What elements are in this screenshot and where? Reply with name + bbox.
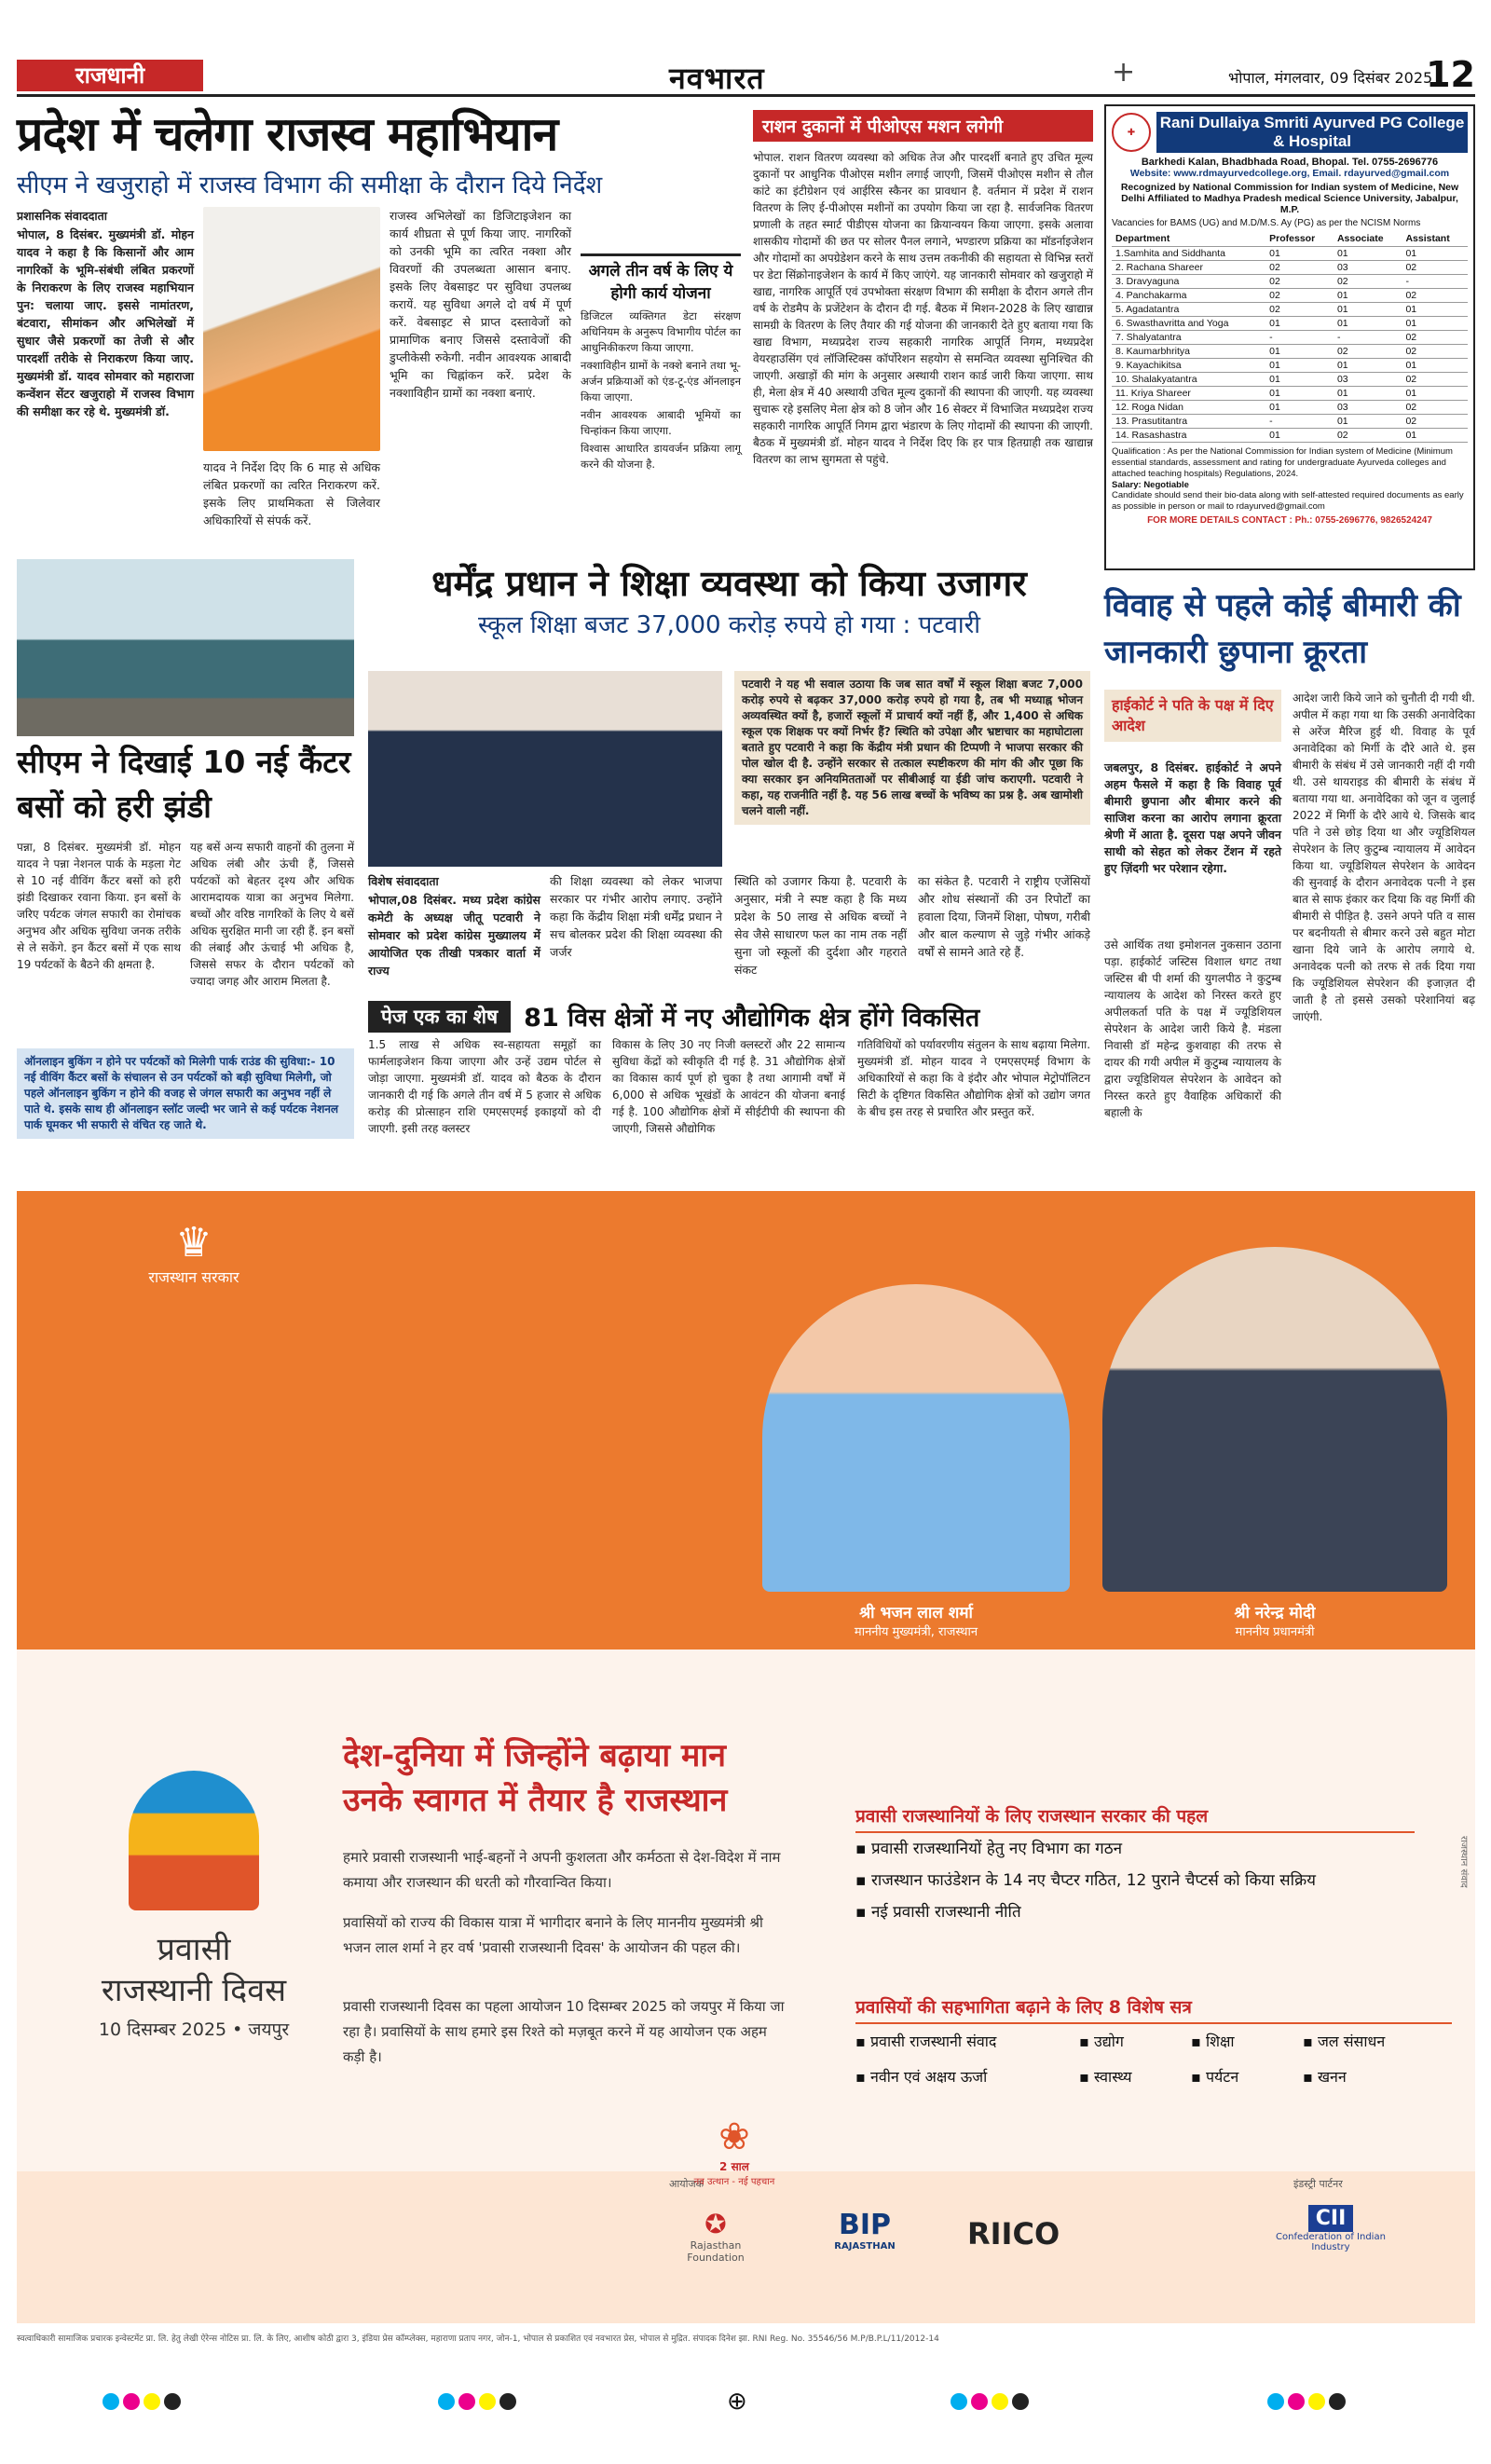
cm-photo: [203, 207, 380, 451]
table-cell: 2. Rachana Shareer: [1112, 260, 1265, 274]
initiative-text: राजस्थान फाउंडेशन के 14 नए चैप्टर गठित, 12 पुराने चैप्टर्स को किया सक्रिय: [870, 1871, 1316, 1890]
table-cell: 02: [1402, 400, 1468, 414]
table-cell: 3. Dravyaguna: [1112, 274, 1265, 288]
column-3: राजस्व अभिलेखों का डिजिटाइजेशन का कार्य शीघ्रता से पूर्ण किया जाए. नागरिकों को उनकी भूमि का त्वरित नक्शा और विवरणों की उपलब्धता आसान बनाए. इसके लिए वेबसाइट पर सुविधा उपलब्ध करायें. यह सुविधा अगले दो वर्ष में पूर्ण करें. वेबसाइट से प्राप्त दस्तावेजों को प्रामाणिक बनाए जिससे दस्तावेजों की डुप्लीकेसी रुकेगी. नवीन आवश्यक आबादी भूमि का चिह्नांकन करें. प्रदेश के नक्शाविहीन ग्रामों का नक्शा बनाएं.: [390, 209, 571, 400]
vacancy-note: Vacancies for BAMS (UG) and M.D/M.S. Ay (PG) as per the NCISM Norms: [1112, 218, 1421, 228]
cm-label: [762, 1601, 1070, 1639]
column-2: यादव ने निर्देश दिए कि 6 माह से अधिक लंबित प्रकरणों का त्वरित निराकरण करें. इसके लिए प्राथमिकता से जिलेवार अधिकारियों से संपर्क करें.: [203, 460, 380, 527]
table-cell: 02: [1402, 260, 1468, 274]
bip-logo: [818, 2209, 911, 2252]
cm-portrait: [762, 1284, 1070, 1592]
table-cell: 5. Agadatantra: [1112, 302, 1265, 316]
session-item: ▪ जल संसाधन: [1303, 2033, 1386, 2050]
black-dot: [1012, 2393, 1029, 2410]
cii-logo: [1275, 2205, 1387, 2252]
event-name-2: राजस्थानी दिवस: [101, 1972, 287, 2009]
session-item: ▪ उद्योग: [1079, 2033, 1124, 2050]
pm-label: [1102, 1601, 1447, 1639]
quote-box: ऑनलाइन बुकिंग न होने पर पर्यटकों को मिलेगी पार्क राउंड की सुविधा:- 10 नई वीविंग कैंटर बसों के संचालन से उन पर्यटकों को बड़ी सुविधा मिलेगी, जो पहले ऑनलाइन बुकिंग न होने की वजह से जंगल सफारी का अनुभव नहीं ले पाते थे. इसके साथ ही ऑनलाइन स्लॉट जल्दी भर जाने से कई पर्यटक नेशनल पार्क घूमकर भी सफारी से वंचित रह जाते थे.: [17, 1048, 354, 1139]
table-row: [1112, 386, 1468, 400]
table-row: [1112, 330, 1468, 344]
col-header: Professor: [1265, 232, 1334, 246]
table-row: [1112, 316, 1468, 330]
lotus-icon: ❀: [718, 2115, 750, 2158]
box-item: डिजिटल व्यक्तिगत डेटा संरक्षण अधिनियम के अनुरूप विभागीय पोर्टल का आधुनिकीकरण किया जाएगा.: [581, 309, 741, 354]
session-item: ▪ स्वास्थ्य: [1079, 2068, 1132, 2086]
table-cell: 02: [1334, 274, 1402, 288]
magenta-dot: [1288, 2393, 1305, 2410]
headline: विवाह से पहले कोई बीमारी की जानकारी छुपाना क्रूरता: [1104, 587, 1461, 671]
headline: राशन दुकानों में पीओएस मशन लगेगी: [753, 110, 1093, 142]
story-canter-buses: [17, 559, 354, 1170]
table-cell: 01: [1265, 372, 1334, 386]
table-cell: 03: [1334, 400, 1402, 414]
ad-para-2: प्रवासियों को राज्य की विकास यात्रा में भागीदार बनाने के लिए माननीय मुख्यमंत्री श्री भजन लाल शर्मा ने हर वर्ष 'प्रवासी राजस्थानी दिवस' के आयोजन की पहल की।: [343, 1914, 763, 1956]
headline: 81 विस क्षेत्रों में नए औद्योगिक क्षेत्र होंगे विकसित: [524, 1004, 980, 1033]
table-cell: 01: [1402, 386, 1468, 400]
table-cell: 01: [1402, 428, 1468, 442]
caption-title: विशेष संवाददाता: [368, 874, 439, 888]
newspaper-brand: नवभारत: [669, 61, 765, 96]
table-cell: 02: [1402, 344, 1468, 358]
sessions: [855, 1994, 1452, 2095]
table-cell: 02: [1265, 288, 1334, 302]
box-item: नक्शाविहीन ग्रामों के नक्शे बनाने तथा भू-अर्जन प्रक्रियाओं को एंड-टू-एंड ऑनलाइन किया जाएगा.: [581, 359, 741, 404]
table-cell: 01: [1334, 316, 1402, 330]
pm-portrait: [1102, 1247, 1447, 1592]
session-text: नवीन एवं अक्षय ऊर्जा: [869, 2068, 988, 2086]
body: भोपाल. राशन वितरण व्यवस्था को अधिक तेज और पारदर्शी बनाते हुए उचित मूल्य दुकानों पर आधुनिक पीओएस मशीन लगाई जाएगी, जिसमें पीओएस मशीन से तौल कांटे का इंटीग्रेशन एवं आईरिस स्कैनर का प्रावधान है. वर्तमान में प्रदेश में राशन वितरण के लिए ई-पीओएस मशीनों का उपयोग किया जा रहा है. सार्वजनिक वितरण प्रणाली के तहत स्मार्ट पीडीएस योजना का क्रियान्वयन किया जाएगा. इसके अलावा शासकीय गोदामों की छत पर सोलर पैनल लगाने, भण्डारण प्रक्रिया का मॉडर्नाइजेशन और गोदामों का अपग्रेडेशन करने के साथ उत्तम तकनीकी की सहायता से विभिन्न स्तरों पर डेटा सिंक्रोनाइजेशन के कार्य में किए जाएंगे. यह जानकारी सोमवार को खजुराहो में खाद्य, नागरिक आपूर्ति एवं उपभोक्ता संरक्षण विभाग की समीक्षा के दौरान अगले तीन वर्ष के रोडमैप के प्रजेंटेशन के दौरान दी गई. बैठक में मिशन-2028 के लिए खाद्यान्न सामग्री के वितरण के लिए तैयार की गई योजना की जानकारी देते हुए बताया गया कि खाद्य विभाग, मध्यप्रदेश राज्य सहकारी नागरिक आपूर्ति निगम, मध्यप्रदेश वेयरहाउसिंग एवं लॉजिस्टिक्स कॉर्पोरेशन सहयोग से समन्वित व्यवस्था सुनिश्चित की जाएगी. अखाड़ों की मांग के अनुसार अस्थायी राशन कार्ड जारी किया जाएगा. साथ ही, मेला क्षेत्र में 40 अस्थायी उचित मूल्य दुकानों की स्थापना की जाएगी. यह व्यवस्था सुचारू रहे इसलिए मेला क्षेत्र को 8 जोन और 16 सेक्टर में विभाजित मध्यप्रदेश राज्य सहकारी नागरिक आपूर्ति निगम द्वारा भंडारण के लिए गोदामों की स्थापना की जाएगी. बैठक में मुख्यमंत्री डॉ. मोहन यादव ने निर्देश दिए कि हर पात्र हितग्राही तक खाद्यान्न वितरण का लाभ सुगमता से पहुंचे.: [753, 151, 1093, 466]
column-2: की शिक्षा व्यवस्था को लेकर भाजपा सरकार पर गंभीर आरोप लगाए. उन्होंने कहा कि केंद्रीय शिक्षा मंत्री धर्मेंद्र प्रधान ने सच बोलकर प्रदेश की शिक्षा व्यवस्था की जर्जर: [550, 874, 722, 959]
table-cell: -: [1265, 414, 1334, 428]
table-cell: 13. Prasutitantra: [1112, 414, 1265, 428]
table-row: [1112, 428, 1468, 442]
yellow-dot: [992, 2393, 1008, 2410]
event-name-1: प्रवासी: [157, 1931, 231, 1968]
imprint: स्वत्वाधिकारी सामाजिक प्रचारक इन्वेस्टमेंट प्रा. लि. हेतु लेखी ऐरेन्स नोटिस प्रा. लि. के लिए, आशीष कोठी द्वारा 3, इंडिया प्रेस कॉम्प्लेक्स, महाराणा प्रताप नगर, जोन-1, भोपाल से प्रकाशित एवं नवभारत प्रेस, भोपाल से मुद्रित. संपादक दिनेश झा. RNI Reg. No. 35546/56 M.P/B.P.L/11/2012-14: [17, 2334, 939, 2344]
table-cell: 02: [1334, 344, 1402, 358]
headline: धर्मेंद्र प्रधान ने शिक्षा व्यवस्था को किया उजागर: [431, 563, 1027, 604]
anniv-sub: नव उत्थान - नई पहचान: [693, 2177, 775, 2187]
column-1: भोपाल, 8 दिसंबर. मुख्यमंत्री डॉ. मोहन यादव ने कहा है कि किसानों और आम नागरिकों के भूमि-संबंधी लंबित प्रकरणों के निराकरण के लिए राजस्व महाभियान पुन: चलाया जाए. इससे नामांतरण, बंटवारा, सीमांकन और अभिलेखों में सुधार जैसे प्रकरणों का तेजी से और पारदर्शी तरीके से निराकरण किया जाए. मुख्यमंत्री डॉ. यादव सोमवार को महाराजा कन्वेंशन सेंटर खजुराहो में राजस्व विभाग की समीक्षा कर रहे थे. मुख्यमंत्री डॉ.: [17, 227, 194, 418]
table-cell: 01: [1334, 358, 1402, 372]
story-ration-pos: [753, 110, 1093, 548]
column-3: गतिविधियों को पर्यावरणीय संतुलन के साथ बढ़ाया मिलेगा. मुख्यमंत्री डॉ. मोहन यादव ने एमएसएमई विभाग के अधिकारियों से कहा कि वे इंदौर और भोपाल मेट्रोपॉलिटन सिटी के दृष्टिगत विकसित औद्योगिक क्षेत्रों को उद्योग जगत के बीच इस तरह से प्रचारित और प्रस्तुत करें.: [857, 1038, 1091, 1118]
table-cell: 01: [1265, 344, 1334, 358]
event-date: 10 दिसम्बर 2025 • जयपुर: [98, 2019, 290, 2040]
story-revenue-campaign: [17, 104, 744, 552]
col-header: Associate: [1334, 232, 1402, 246]
initiatives-title: प्रवासी राजस्थानियों के लिए राजस्थान सरकार की पहल: [855, 1803, 1415, 1833]
headline: प्रदेश में चलेगा राजस्व महाभियान: [17, 107, 558, 161]
masthead: [17, 54, 1475, 97]
address: Barkhedi Kalan, Bhadbhada Road, Bhopal. Tel. 0755-2696776: [1141, 157, 1439, 168]
table-cell: 01: [1334, 246, 1402, 260]
cyan-dot: [1267, 2393, 1284, 2410]
bus-photo: [17, 559, 354, 736]
table-cell: 02: [1265, 302, 1334, 316]
table-cell: 01: [1402, 316, 1468, 330]
initiative-text: नई प्रवासी राजस्थानी नीति: [870, 1903, 1021, 1922]
table-cell: 01: [1402, 302, 1468, 316]
logo-text: CII: [1308, 2205, 1354, 2232]
yellow-dot: [144, 2393, 160, 2410]
initiative-item: ▪ नई प्रवासी राजस्थानी नीति: [855, 1903, 1021, 1922]
column-1: उसे आर्थिक तथा इमोशनल नुकसान उठाना पड़ा. हाईकोर्ट जस्टिस विशाल धगट तथा जस्टिस बी पी शर्मा की युगलपीठ ने कुटुम्ब न्यायालय के आदेश को निरस्त करते हुए अपीलकर्ता पति के पक्ष में ज्यूडिशियल सेपरेशन के आदेश जारी किये है. मंडला निवासी डॉ महेन्द्र कुशवाहा की तरफ से दायर की गयी अपील में कुटुम्ब न्यायालय के द्वारा ज्यूडिशियल सेपरेशन के आवेदन को निरस्त करते हुए वैवाहिक अधिकारों की बहाली के: [1104, 938, 1281, 1119]
table-cell: 10. Shalakyatantra: [1112, 372, 1265, 386]
event-logo-icon: [129, 1771, 259, 1910]
table-cell: 03: [1334, 260, 1402, 274]
session-item: ▪ प्रवासी राजस्थानी संवाद: [855, 2033, 997, 2050]
column-2: यह बसें अन्य सफारी वाहनों की तुलना में अधिक लंबी और ऊंची हैं, जिससे पर्यटकों को बेहतर दृश्य और अधिक आरामदायक यात्रा का अनुभव मिलेगा. बच्चों और वरिष्ठ नागरिकों के लिए ये बसें अधिक सुरक्षित मानी जा रही हैं. इन बसों की लंबाई और ऊंचाई भी अधिक है, जिससे सफर के दौरान पर्यटकों को ज्यादा जगह और आराम मिलता है.: [190, 841, 354, 988]
black-dot: [1329, 2393, 1346, 2410]
table-cell: 02: [1265, 260, 1334, 274]
page-number: 12: [1426, 54, 1475, 95]
crosshair-icon: ⊕: [727, 2388, 747, 2416]
section-tag: पेज एक का शेष: [368, 1001, 511, 1033]
ad-para-3: प्रवासी राजस्थानी दिवस का पहला आयोजन 10 दिसम्बर 2025 को जयपुर में किया जा रहा है। प्रवासियों के साथ हमारे इस रिश्ते को मज़बूत करने में यह आयोजन एक अहम कड़ी है।: [343, 1998, 785, 2065]
table-row: [1112, 400, 1468, 414]
table-row: [1112, 372, 1468, 386]
table-cell: 02: [1265, 274, 1334, 288]
qualification: Qualification : As per the National Commission for Indian system of Medicine (Minimum essential standards, assessment and rating for undergraduate Ayurveda colleges and attached teaching hospitals) Regulations, 2024.: [1112, 445, 1453, 479]
table-row: [1112, 302, 1468, 316]
website: Website: www.rdmayurvedcollege.org, Email. rdayurved@gmail.com: [1129, 168, 1450, 179]
table-cell: 01: [1334, 302, 1402, 316]
cyan-dot: [438, 2393, 455, 2410]
college-ad: [1104, 104, 1475, 570]
table-cell: 01: [1265, 386, 1334, 400]
table-row: [1112, 288, 1468, 302]
quote-box: पटवारी ने यह भी सवाल उठाया कि जब सात वर्षों में स्कूल शिक्षा बजट 7,000 करोड़ रुपये से बढ़कर 37,000 करोड़ रुपये हो गया है, तब भी मध्याह्न भोजन अव्यवस्थित क्यों है, हजारों स्कूलों में प्राचार्य क्यों नहीं हैं, और 1,400 से अधिक स्कूल एक शिक्षक पर क्यों निर्भर हैं? स्थिति को उपेक्षा और भ्रष्टाचार का महाघोटाला बताते हुए पटवारी ने कहा कि केंद्रीय मंत्री प्रधान की टिप्पणी ने भाजपा सरकार की पोल खोल दी है. उन्होंने सरकार से तत्काल स्पष्टीकरण की मांग की और पूछा कि क्या सरकार इन अनियमितताओं पर सीबीआई या ईडी जांच कराएगी. पटवारी ने कहा, यह राजनीति नहीं है. यह 56 लाख बच्चों के भविष्य का प्रश्न है. अब खामोशी चलने वाली नहीं.: [734, 671, 1090, 825]
black-dot: [499, 2393, 516, 2410]
table-cell: 7. Shalyatantra: [1112, 330, 1265, 344]
table-cell: 8. Kaumarbhritya: [1112, 344, 1265, 358]
headline: सीएम ने दिखाई 10 नई कैंटर बसों को हरी झंडी: [17, 744, 351, 825]
table-cell: -: [1334, 330, 1402, 344]
anniversary-logo: [669, 2115, 800, 2187]
table-row: [1112, 358, 1468, 372]
apply-note: Candidate should send their bio-data along with self-attested required documents as early as possible in person or mail to rdayurved@gmail.com: [1112, 489, 1464, 512]
pm-title: माननीय प्रधानमंत्री: [1235, 1625, 1315, 1639]
byline: प्रशासनिक संवाददाता: [17, 209, 107, 223]
dateline: भोपाल, मंगलवार, 09 दिसंबर 2025: [1228, 69, 1433, 87]
table-cell: 9. Kayachikitsa: [1112, 358, 1265, 372]
table-cell: 02: [1402, 414, 1468, 428]
logo-text: BIP: [838, 2209, 891, 2241]
logo-strip: [17, 2115, 1475, 2323]
col-header: Department: [1112, 232, 1265, 246]
pm-name: श्री नरेन्द्र मोदी: [1234, 1604, 1316, 1622]
table-cell: 01: [1334, 386, 1402, 400]
column-1: भोपाल,08 दिसंबर. मध्य प्रदेश कांग्रेस कमेटी के अध्यक्ष जीतू पटवारी ने सोमवार को प्रदेश कांग्रेस मुख्यालय में आयोजित एक तीखी पत्रकार वार्ता में राज्य: [368, 893, 540, 978]
session-item: ▪ शिक्षा: [1191, 2033, 1235, 2050]
ad-para-1: हमारे प्रवासी राजस्थानी भाई-बहनों ने अपनी कुशलता और कर्मठता से देश-विदेश में नाम कमाया और राजस्थान की धरती को गौरवान्वित किया।: [343, 1849, 781, 1891]
crosshair-icon: +: [1112, 56, 1136, 89]
logo-sub: Confederation of Indian Industry: [1276, 2232, 1386, 2252]
black-dot: [164, 2393, 181, 2410]
column-1: पन्ना, 8 दिसंबर. मुख्यमंत्री डॉ. मोहन यादव ने पन्ना नेशनल पार्क के मड़ला गेट से 10 नई वीविंग कैंटर बसों को हरी झंडी दिखाकर रवाना किया. इन बसों के जरिए पर्यटक जंगल सफारी का रोमांचक अनुभव और अधिक सुविधा जनक तरीके से ले सकेंगे. इन कैंटर बसों में एक साथ 19 पर्यटकों के बैठने की क्षमता है.: [17, 841, 181, 971]
table-row: [1112, 274, 1468, 288]
ad-headline-2: उनके स्वागत में तैयार है राजस्थान: [343, 1782, 728, 1819]
event-title: [54, 1929, 334, 2041]
session-text: पर्यटन: [1205, 2068, 1239, 2086]
magenta-dot: [458, 2393, 475, 2410]
table-cell: 03: [1334, 372, 1402, 386]
cm-title: माननीय मुख्यमंत्री, राजस्थान: [854, 1625, 978, 1639]
table-cell: 11. Kriya Shareer: [1112, 386, 1265, 400]
table-cell: 02: [1402, 288, 1468, 302]
table-cell: 01: [1265, 316, 1334, 330]
column-2: विकास के लिए 30 नए निजी क्लस्टरों और 22 सामान्य सुविधा केंद्रों को स्वीकृति दी गई है. 31 औद्योगिक क्षेत्रों का विकास कार्य पूर्ण हो चुका है तथा आगामी वर्षों में 6,000 से अधिक भूखंडों के आवंटन की योजना बनाई गई है. 100 औद्योगिक क्षेत्रों में सीईटीपी की स्थापना की जाएगी, जिससे औद्योगिक: [612, 1038, 845, 1135]
ministers-photo: [368, 671, 722, 867]
rajasthan-foundation-logo: [669, 2209, 762, 2264]
table-row: [1112, 344, 1468, 358]
section-tag: राजधानी: [17, 60, 203, 91]
table-cell: 01: [1402, 246, 1468, 260]
action-plan-box: [581, 253, 741, 542]
initiative-text: प्रवासी राजस्थानियों हेतु नए विभाग का गठन: [870, 1840, 1123, 1858]
salary: Salary: Negotiable: [1112, 479, 1189, 490]
yellow-dot: [479, 2393, 496, 2410]
contact: FOR MORE DETAILS CONTACT : Ph.: 0755-2696776, 9826524247: [1147, 514, 1432, 526]
initiative-item: ▪ प्रवासी राजस्थानियों हेतु नए विभाग का गठन: [855, 1840, 1123, 1858]
table-cell: 01: [1334, 288, 1402, 302]
table-cell: 02: [1334, 428, 1402, 442]
college-title: Rani Dullaiya Smriti Ayurved PG College & Hospital: [1156, 112, 1468, 153]
session-item: ▪ खनन: [1303, 2068, 1347, 2086]
sessions-title: प्रवासियों की सहभागिता बढ़ाने के लिए 8 विशेष सत्र: [855, 1994, 1452, 2024]
column-1: 1.5 लाख से अधिक स्व-सहायता समूहों का फार्मलाइजेशन किया जाएगा और उन्हें उद्यम पोर्टल से जोड़ा जाएगा. मुख्यमंत्री डॉ. यादव को बैठक के दौरान जानकारी दी गई कि अगले तीन वर्ष में 5 हजार से अधिक करोड़ की प्रोत्साहन राशि एमएसएमई इकाइयों को दी जाएगी. इसी तरह क्लस्टर: [368, 1038, 601, 1135]
highcourt-tag: हाईकोर्ट ने पति के पक्ष में दिए आदेश: [1104, 690, 1281, 742]
session-item: ▪ नवीन एवं अक्षय ऊर्जा: [855, 2068, 988, 2086]
partner-label: इंडस्ट्री पार्टनर: [1293, 2178, 1343, 2190]
cyan-dot: [951, 2393, 967, 2410]
registration-marks: [0, 2386, 1491, 2423]
organizer-label: आयोजक: [669, 2178, 704, 2190]
session-text: शिक्षा: [1205, 2033, 1235, 2050]
table-cell: 01: [1265, 400, 1334, 414]
initiative-item: ▪ राजस्थान फाउंडेशन के 14 नए चैप्टर गठित, 12 पुराने चैप्टर्स को किया सक्रिय: [855, 1871, 1316, 1890]
anniv-text: 2 साल: [719, 2160, 749, 2173]
session-text: स्वास्थ्य: [1093, 2068, 1132, 2086]
session-text: खनन: [1317, 2068, 1347, 2086]
cyan-dot: [103, 2393, 119, 2410]
table-cell: 14. Rasashastra: [1112, 428, 1265, 442]
table-cell: -: [1402, 274, 1468, 288]
box-title: अगले तीन वर्ष के लिए ये होगी कार्य योजना: [588, 262, 733, 303]
govt-name: राजस्थान सरकार: [148, 1268, 239, 1286]
table-cell: 6. Swasthavritta and Yoga: [1112, 316, 1265, 330]
session-item: ▪ पर्यटन: [1191, 2068, 1239, 2086]
column-3: स्थिति को उजागर किया है. पटवारी के अनुसार, मंत्री ने स्पष्ट कहा है कि मध्य प्रदेश के 50 लाख से अधिक बच्चों ने सेव जैसे साधारण फल का नाम तक नहीं सुना जो स्कूलों की दुर्दशा और गहराते संकट: [734, 874, 907, 977]
subheadline: सीएम ने खजुराहो में राजस्व विभाग की समीक्षा के दौरान दिये निर्देश: [17, 171, 603, 199]
table-cell: 02: [1402, 372, 1468, 386]
ad-headline-1: देश-दुनिया में जिन्होंने बढ़ाया मान: [343, 1737, 727, 1774]
college-logo-icon: ✚: [1112, 113, 1151, 152]
story-education: [368, 559, 1090, 1006]
table-cell: 01: [1402, 358, 1468, 372]
riico-logo: RIICO: [967, 2216, 1060, 2252]
table-cell: 01: [1334, 414, 1402, 428]
story-hidden-illness: [1104, 582, 1475, 1179]
table-cell: 01: [1265, 246, 1334, 260]
table-cell: 02: [1402, 330, 1468, 344]
magenta-dot: [971, 2393, 988, 2410]
column-4: का संकेत है. पटवारी ने राष्ट्रीय एजेंसियों और शोध संस्थानों की उन रिपोर्टों का हवाला दिया, जिनमें शिक्षा, पोषण, गरीबी और बाल कल्याण से जुड़े गंभीर आंकड़े वर्षों से सामने आते रहे हैं.: [918, 874, 1090, 959]
emblem-icon: ♛: [175, 1219, 212, 1266]
table-row: [1112, 260, 1468, 274]
logo-text: Rajasthan Foundation: [687, 2239, 745, 2264]
yellow-dot: [1308, 2393, 1325, 2410]
logo-sub: RAJASTHAN: [834, 2241, 896, 2252]
box-item: नवीन आवश्यक आबादी भूमियों का चिन्हांकन किया जाएगा.: [581, 408, 741, 437]
table-row: [1112, 246, 1468, 260]
recognition: Recognized by National Commission for Indian system of Medicine, New Delhi Affiliated to Madhya Pradesh medical Science University, Jabalpur, M.P.: [1120, 182, 1459, 215]
column-2: आदेश जारी किये जाने को चुनौती दी गयी थी. अपील में कहा गया था कि उसकी अनावेदिका से अरेंज मैरिज हुई थी. विवाह के पूर्व अनावेदिका को मिर्गी के दौरे आते थे. इस बीमारी के संबंध में उसे जानकारी नहीं दी गयी थी. उसे थायराइड की बीमारी के संबंध में बताया गया था. अनावेदिका को जून व जुलाई 2022 में मिर्गी के दौरे आये थे. जिसके बाद पति ने उसे छोड़ दिया था और ज्यूडिशियल सेपरेशन के लिए कुटुम्ब न्यायालय में आवेदन किया था. ज्यूडिशियल सेपरेशन के आवेदन की सुनवाई के दौरान अनावेदक पत्नी ने इस बात से साफ इंकार कर दिया कि वह मिर्गी की बीमारी से पीड़ित है. उसने अपने पति व सास पर बदनीयती से बीमार करने उसे बहुत मोटा खाना दिये जाने के आरोप लगाये थे. अनावेदक पत्नी को तरफ से तर्क दिया गया कि ज्यूडिशियल सेपरेशन की इजाज़त दी जाती है तो इससे उसको परेशानियां बढ़ जाएंगी.: [1293, 691, 1475, 1023]
session-text: प्रवासी राजस्थानी संवाद: [869, 2033, 997, 2050]
story-industrial-areas: [368, 999, 1090, 1176]
subheadline: स्कूल शिक्षा बजट 37,000 करोड़ रुपये हो गया : पटवारी: [478, 611, 980, 639]
table-cell: 01: [1265, 428, 1334, 442]
session-text: जल संसाधन: [1317, 2033, 1386, 2050]
table-row: [1112, 414, 1468, 428]
magenta-dot: [123, 2393, 140, 2410]
vacancy-table: [1112, 232, 1468, 443]
table-cell: 12. Roga Nidan: [1112, 400, 1265, 414]
initiatives: [855, 1803, 1415, 1928]
table-cell: 1.Samhita and Siddhanta: [1112, 246, 1265, 260]
table-cell: 4. Panchakarma: [1112, 288, 1265, 302]
side-credit: राजस्थान संवाद: [1458, 1836, 1469, 1888]
table-cell: -: [1265, 330, 1334, 344]
cm-name: श्री भजन लाल शर्मा: [859, 1604, 973, 1622]
box-item: विश्वास आधारित डायवर्जन प्रक्रिया लागू करने की योजना है.: [581, 442, 741, 471]
col-header: Assistant: [1402, 232, 1468, 246]
lead: जबलपुर, 8 दिसंबर. हाईकोर्ट ने अपने अहम फैसले में कहा है कि विवाह पूर्व बीमारी छुपाना और बीमार करने की साजिश करना का आरोप लगाना क्रूरता श्रेणी में आता है. दूसरा पक्ष अपने जीवन साथी को सेहत को लेकर टेंशन में रहते हुए ज़िंदगी भर परेशान रहेगा.: [1104, 760, 1281, 875]
rajasthan-ad-body: [17, 1650, 1475, 2323]
session-text: उद्योग: [1093, 2033, 1124, 2050]
govt-emblem: [129, 1219, 259, 1287]
table-cell: 01: [1265, 358, 1334, 372]
foundation-icon: ✪: [704, 2209, 727, 2239]
